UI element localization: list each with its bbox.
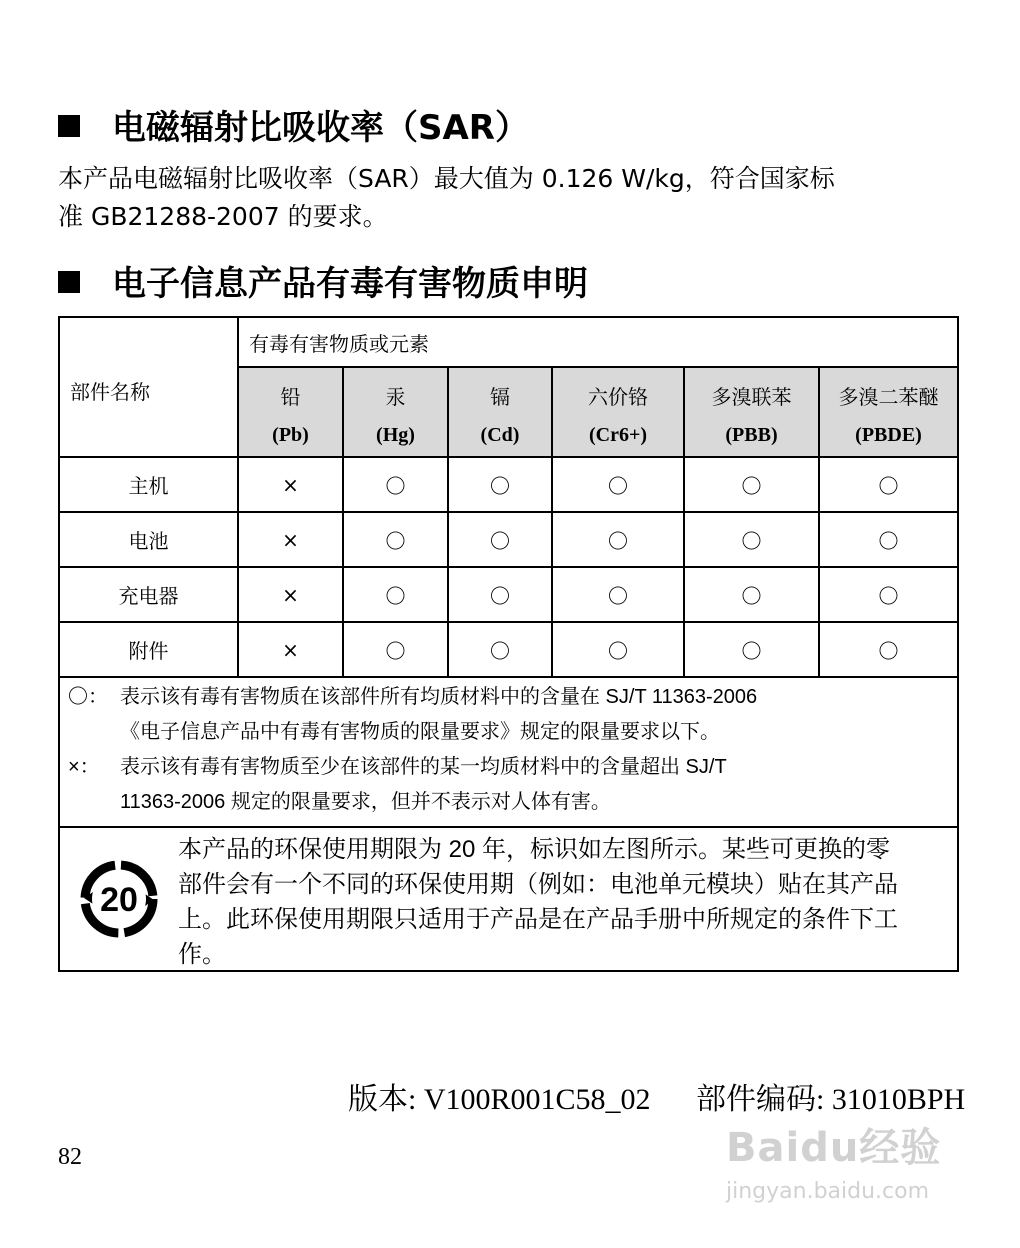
substance-mark: 〇 bbox=[448, 512, 552, 567]
part-name-cell: 电池 bbox=[59, 512, 238, 567]
substance-mark: 〇 bbox=[552, 512, 684, 567]
environmental-text-line: 部件会有一个不同的环保使用期（例如：电池单元模块）贴在其产品 bbox=[178, 871, 898, 898]
substance-mark: 〇 bbox=[343, 512, 448, 567]
environmental-text-line: 上。此环保使用期限只适用于产品是在产品手册中所规定的条件下工 bbox=[178, 906, 898, 933]
substance-mark: × bbox=[238, 457, 343, 512]
substance-name: 六价铬 bbox=[588, 385, 648, 409]
note-circle-continuation bbox=[68, 715, 949, 750]
watermark-url: jingyan.baidu.com bbox=[726, 1179, 930, 1204]
page-number: 82 bbox=[58, 1144, 82, 1170]
note-cross bbox=[68, 750, 949, 785]
substance-name: 多溴联苯 bbox=[711, 385, 792, 409]
part-name-cell: 附件 bbox=[59, 622, 238, 677]
part-name-cell: 主机 bbox=[59, 457, 238, 512]
substance-header-mercury bbox=[343, 367, 448, 457]
substance-symbol: (Cd) bbox=[480, 424, 520, 446]
substance-mark: 〇 bbox=[343, 622, 448, 677]
substance-header-cadmium bbox=[448, 367, 552, 457]
version-label: 版本: V100R001C58_02 bbox=[348, 1083, 651, 1116]
substance-mark: 〇 bbox=[343, 457, 448, 512]
substance-mark: 〇 bbox=[819, 567, 958, 622]
sar-paragraph bbox=[58, 160, 835, 236]
substance-mark: 〇 bbox=[448, 567, 552, 622]
substance-mark: 〇 bbox=[552, 622, 684, 677]
rohs-heading-text: 电子信息产品有毒有害物质申明 bbox=[112, 264, 588, 304]
table-row bbox=[59, 457, 958, 512]
part-code-label: 部件编码: 31010BPH bbox=[696, 1083, 966, 1116]
substance-header-pbde bbox=[819, 367, 958, 457]
substance-symbol: (Pb) bbox=[272, 424, 309, 446]
hazardous-substances-table bbox=[58, 316, 959, 972]
substance-mark: × bbox=[238, 622, 343, 677]
environmental-text-line: 本产品的环保使用期限为 20 年，标识如左图所示。某些可更换的零 bbox=[178, 836, 891, 863]
table-row bbox=[59, 567, 958, 622]
substance-mark: 〇 bbox=[684, 457, 819, 512]
substance-symbol: (PBDE) bbox=[855, 424, 922, 446]
table-notes bbox=[59, 677, 958, 827]
substance-mark: 〇 bbox=[448, 457, 552, 512]
part-name-header: 部件名称 bbox=[59, 317, 238, 457]
substance-name: 汞 bbox=[385, 385, 406, 409]
environmental-text-line: 作。 bbox=[178, 941, 226, 968]
sar-heading bbox=[58, 100, 529, 149]
substance-mark: 〇 bbox=[684, 567, 819, 622]
substance-mark: 〇 bbox=[819, 457, 958, 512]
substance-name: 多溴二苯醚 bbox=[838, 385, 939, 409]
substance-mark: 〇 bbox=[343, 567, 448, 622]
table-row bbox=[59, 622, 958, 677]
substances-header: 有毒有害物质或元素 bbox=[238, 317, 958, 367]
environmental-use-period bbox=[59, 827, 958, 971]
watermark-brand: Baidu经验 bbox=[726, 1125, 942, 1171]
substance-mark: 〇 bbox=[552, 567, 684, 622]
substance-mark: 〇 bbox=[684, 512, 819, 567]
substance-name: 铅 bbox=[280, 385, 301, 409]
substance-name: 镉 bbox=[490, 385, 510, 409]
note-circle bbox=[68, 680, 949, 715]
note-circle-symbol: 〇： bbox=[68, 686, 108, 708]
substance-header-lead bbox=[238, 367, 343, 457]
note-indent bbox=[68, 785, 120, 820]
sar-paragraph-line: 准 GB21288-2007 的要求。 bbox=[58, 202, 388, 231]
substance-symbol: (Hg) bbox=[376, 424, 415, 446]
note-cross-continuation bbox=[68, 785, 949, 820]
baidu-watermark bbox=[726, 1116, 966, 1216]
table-row bbox=[59, 512, 958, 567]
recycle-20-icon bbox=[78, 858, 160, 945]
sar-heading-text: 电磁辐射比吸收率（SAR） bbox=[112, 108, 529, 148]
note-cross-text: 11363-2006 规定的限量要求，但并不表示对人体有害。 bbox=[120, 791, 611, 813]
substance-mark: 〇 bbox=[552, 457, 684, 512]
environmental-text bbox=[178, 832, 949, 972]
substance-mark: 〇 bbox=[684, 622, 819, 677]
substance-header-chromium bbox=[552, 367, 684, 457]
substance-mark: 〇 bbox=[819, 512, 958, 567]
substance-symbol: (Cr6+) bbox=[588, 424, 648, 446]
substance-header-pbb bbox=[684, 367, 819, 457]
note-circle-text: 《电子信息产品中有毒有害物质的限量要求》规定的限量要求以下。 bbox=[120, 721, 720, 743]
sar-paragraph-line: 本产品电磁辐射比吸收率（SAR）最大值为 0.126 W/kg，符合国家标 bbox=[58, 164, 835, 193]
part-name-cell: 充电器 bbox=[59, 567, 238, 622]
substance-mark: × bbox=[238, 567, 343, 622]
recycle-logo-number: 20 bbox=[100, 881, 138, 919]
note-circle-text: 表示该有毒有害物质在该部件所有均质材料中的含量在 SJ/T 11363-2006 bbox=[120, 686, 758, 708]
square-bullet-icon bbox=[58, 115, 80, 137]
substance-mark: 〇 bbox=[819, 622, 958, 677]
rohs-heading bbox=[58, 256, 588, 305]
note-cross-symbol: ×： bbox=[68, 756, 100, 778]
substance-mark: × bbox=[238, 512, 343, 567]
substance-mark: 〇 bbox=[448, 622, 552, 677]
substance-symbol: (PBB) bbox=[725, 424, 778, 446]
note-cross-text: 表示该有毒有害物质至少在该部件的某一均质材料中的含量超出 SJ/T bbox=[120, 756, 727, 778]
square-bullet-icon bbox=[58, 271, 80, 293]
note-indent bbox=[68, 715, 120, 750]
